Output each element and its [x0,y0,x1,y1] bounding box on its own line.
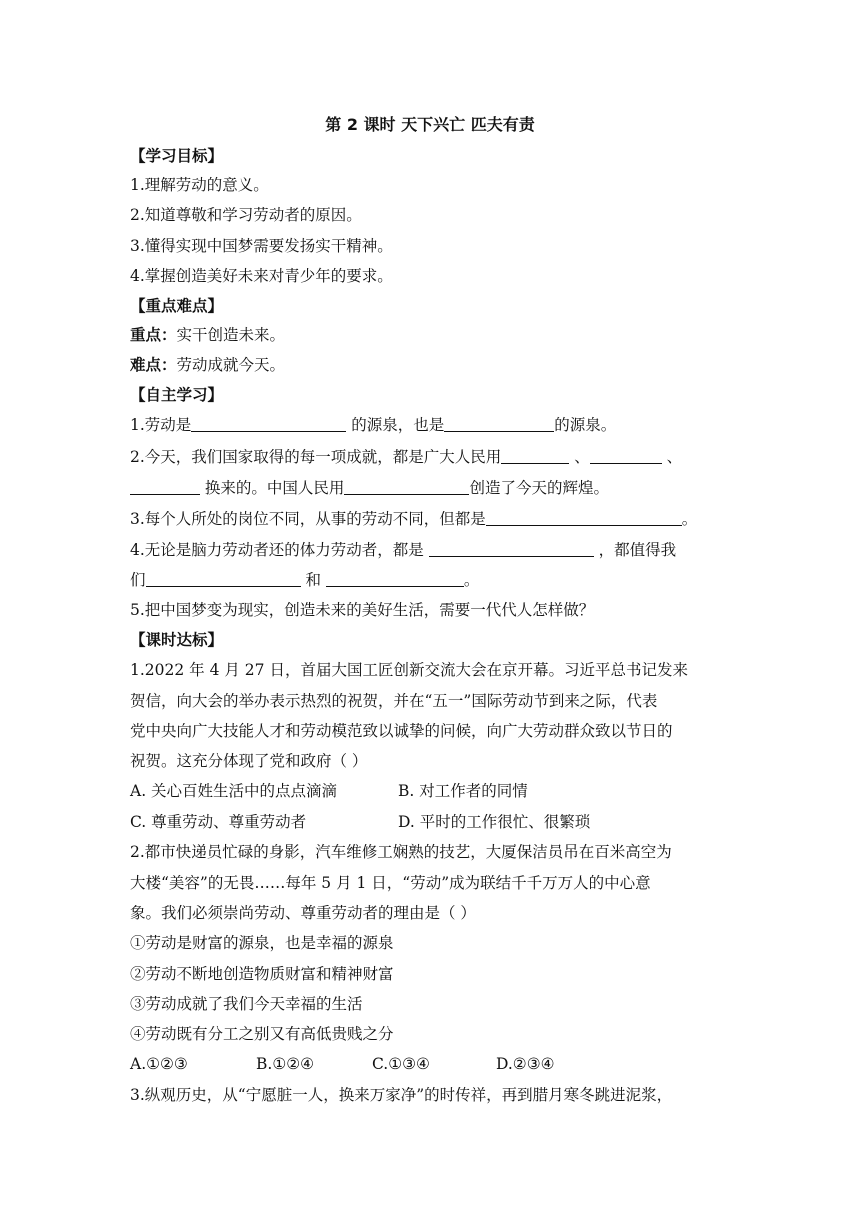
q1-line: 祝贺。这充分体现了党和政府（ ） [130,752,368,770]
key-text: 实干创造未来。 [176,326,286,344]
fill-blank[interactable] [486,509,682,526]
goals-heading: 【学习目标】 [130,147,224,165]
q-text: 2.今天，我们国家取得的每一项成就，都是广大人民用 [130,448,502,466]
option-c[interactable]: C.①③④ [372,1055,430,1073]
q-text: 、 [661,448,683,466]
q-text: 3.每个人所处的岗位不同，从事的劳动不同，但都是 [130,510,486,528]
q2-statement: ③劳动成就了我们今天幸福的生活 [130,995,363,1013]
option-b[interactable]: B. 对工作者的同情 [398,782,528,800]
q1-line: 贺信，向大会的举办表示热烈的祝贺，并在“五一”国际劳动节到来之际，代表 [130,692,658,710]
q-text: 1.劳动是 [130,416,192,434]
q2-line: 2.都市快递员忙碌的身影，汽车维修工娴熟的技艺，大厦保洁员吊在百米高空为 [130,843,672,861]
q-text: 换来的。中国人民用 [200,479,345,497]
q3-line: 3.纵观历史，从“宁愿脏一人，换来万家净”的时传祥，再到腊月寒冬跳进泥浆， [130,1086,673,1104]
q-text: 4.无论是脑力劳动者还的体力劳动者，都是 [130,541,429,559]
goal-item: 3.懂得实现中国梦需要发扬实干精神。 [130,237,393,255]
q-text: 的源泉，也是 [346,416,445,434]
key-label: 重点： [130,326,177,344]
q-text: 的源泉。 [554,416,617,434]
self-study-q1 [130,415,616,435]
option-b[interactable]: B.①②④ [256,1055,315,1073]
fill-blank[interactable] [326,570,464,587]
option-d[interactable]: D.②③④ [496,1055,555,1073]
q-text: 和 [300,571,326,589]
q-text: 创造了今天的辉煌。 [469,479,609,497]
goal-item: 1.理解劳动的意义。 [130,176,269,194]
goal-item: 2.知道尊敬和学习劳动者的原因。 [130,206,362,224]
q-text: 。 [463,571,480,589]
goal-item: 4.掌握创造美好未来对青少年的要求。 [130,267,393,285]
self-study-heading: 【自主学习】 [130,386,224,404]
q-text: 、 [569,448,590,466]
key-point [130,325,285,345]
q1-line: 1.2022 年 4 月 27 日，首届大国工匠创新交流大会在京开幕。习近平总书记发来 [130,661,688,679]
q1-options-row [130,781,528,801]
q-text: 。 [681,510,698,528]
q2-statement: ④劳动既有分工之别又有高低贵贱之分 [130,1025,394,1043]
fill-blank[interactable] [429,540,594,557]
difficult-point [130,355,285,375]
self-study-q3 [130,509,697,529]
lesson-title: 第 2 课时 天下兴亡 匹夫有责 [325,115,535,134]
option-c[interactable]: C. 尊重劳动、尊重劳动者 [130,813,307,831]
fill-blank[interactable] [130,478,200,495]
option-a[interactable]: A.①②③ [130,1055,188,1073]
option-d[interactable]: D. 平时的工作很忙、很繁琐 [398,813,591,831]
difficult-label: 难点： [130,356,177,374]
self-study-q4-line1 [130,540,676,560]
difficult-text: 劳动成就今天。 [176,356,286,374]
q2-line: 大楼“美容”的无畏……每年 5 月 1 日，“劳动”成为联结千千万万人的中心意 [130,874,651,892]
fill-blank[interactable] [444,415,554,432]
fill-blank[interactable] [191,415,346,432]
fill-blank[interactable] [344,478,469,495]
q2-statement: ②劳动不断地创造物质财富和精神财富 [130,965,394,983]
q-text: 们 [130,571,146,589]
fill-blank[interactable] [146,570,301,587]
option-a[interactable]: A. 关心百姓生活中的点点滴滴 [130,782,338,800]
q1-options-row [130,812,590,832]
class-target-heading: 【课时达标】 [130,631,224,649]
self-study-q5: 5.把中国梦变为现实，创造未来的美好生活，需要一代代人怎样做？ [130,601,595,619]
q1-line: 党中央向广大技能人才和劳动模范致以诚挚的问候，向广大劳动群众致以节日的 [130,722,673,740]
key-difficult-heading: 【重点难点】 [130,297,224,315]
self-study-q2-line1 [130,447,682,467]
fill-blank[interactable] [501,447,569,464]
self-study-q4-line2 [130,570,479,590]
q2-statement: ①劳动是财富的源泉，也是幸福的源泉 [130,934,394,952]
q-text: ，都值得我 [593,541,677,559]
q2-line: 象。我们必须崇尚劳动、尊重劳动者的理由是（ ） [130,904,476,922]
q2-options-row [130,1054,555,1074]
fill-blank[interactable] [590,447,662,464]
self-study-q2-line2 [130,478,609,498]
